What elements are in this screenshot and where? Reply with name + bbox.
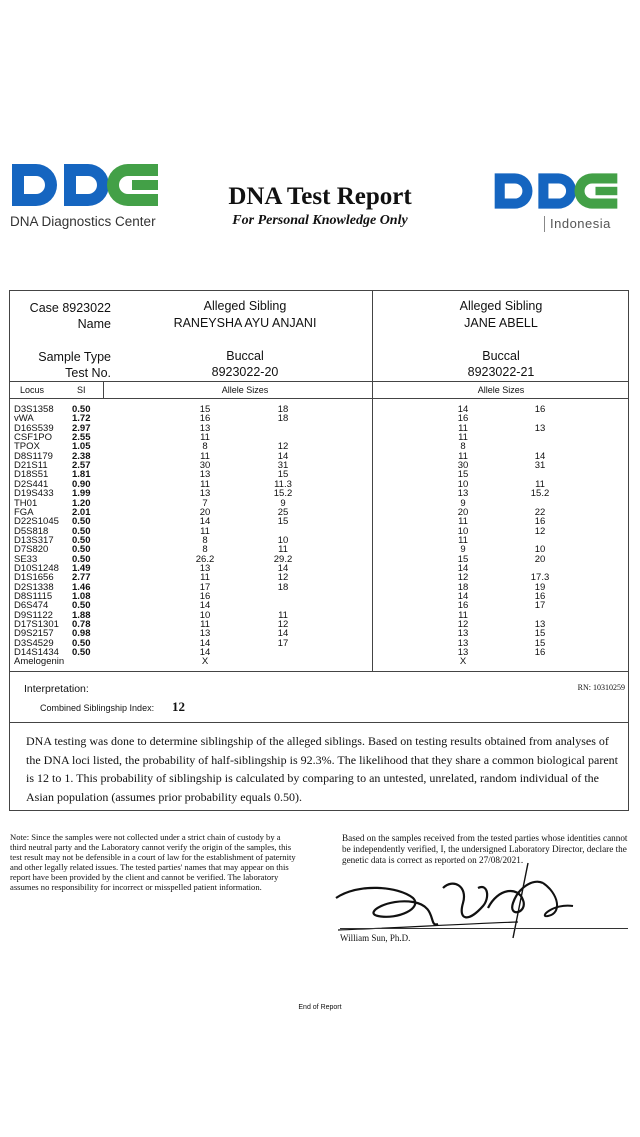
cell-locus: D19S433 xyxy=(14,488,54,500)
cell-locus: D1S1656 xyxy=(14,572,54,584)
cell-locus: D17S1301 xyxy=(14,619,59,631)
cell-b1: 11 xyxy=(458,516,468,528)
cell-locus: D14S1434 xyxy=(14,647,59,659)
cell-a2: 11 xyxy=(278,544,288,556)
cell-locus: D18S51 xyxy=(14,469,49,481)
cell-b1: 20 xyxy=(457,506,469,518)
cell-a1: 13 xyxy=(199,562,211,574)
custody-note: Note: Since the samples were not collected under a strict chain of custody by a third neutral party and the Laboratory cannot verify the origin of the samples, this test result may not be defensible in a court of law for the establishment of paternity and other legally related issues. The tested parties' names that may appear on this report have been provided by the client and cannot be verified. The laboratory assumes no responsibility for incorrect or misspelled patient information. xyxy=(10,832,296,892)
cell-locus: D22S1045 xyxy=(14,516,59,528)
cell-a1: 14 xyxy=(199,600,211,612)
cell-a1: 11 xyxy=(200,572,210,584)
cell-si: 0.50 xyxy=(72,600,91,612)
cell-a1: 14 xyxy=(199,647,211,659)
cell-a2: 15 xyxy=(277,516,289,528)
cell-locus: D5S818 xyxy=(14,525,49,537)
cell-a1: 7 xyxy=(202,497,208,509)
si-divider xyxy=(103,381,104,398)
cell-a2: 15 xyxy=(277,469,289,481)
col-allele-b: Allele Sizes xyxy=(477,385,525,395)
cell-a1: 8 xyxy=(202,544,208,556)
cell-a1: 11 xyxy=(200,525,210,537)
csi-value: 12 xyxy=(172,699,185,714)
cell-a2: 14 xyxy=(277,562,289,574)
cell-a1: 30 xyxy=(199,460,211,472)
cell-a2: 25 xyxy=(277,506,289,518)
cell-si: 2.55 xyxy=(72,432,91,444)
cell-b2: 16 xyxy=(534,516,546,528)
cell-locus: SE33 xyxy=(14,553,38,565)
cell-locus: D21S11 xyxy=(14,460,48,472)
cell-a1: X xyxy=(201,656,209,668)
cell-a1: 17 xyxy=(199,581,211,593)
cell-b1: 8 xyxy=(460,441,466,453)
ddc-logo-icon xyxy=(10,160,160,210)
cell-b2: 13 xyxy=(534,619,546,631)
cell-b1: 11 xyxy=(458,450,468,462)
cell-si: 0.90 xyxy=(72,478,91,490)
cell-b1: 15 xyxy=(457,469,469,481)
cell-b1: 11 xyxy=(458,432,468,444)
cell-si: 0.50 xyxy=(72,647,91,659)
cell-locus: D9S1122 xyxy=(14,609,53,621)
cell-a1: 15 xyxy=(199,404,211,415)
left-logo-caption: DNA Diagnostics Center xyxy=(10,214,156,229)
cell-a1: 11 xyxy=(200,450,210,462)
right-logo xyxy=(490,170,630,235)
col-si: SI xyxy=(77,385,86,395)
interp-divider xyxy=(9,722,629,723)
cell-b1: 14 xyxy=(457,404,469,415)
cell-locus: TH01 xyxy=(14,497,38,509)
cell-b1: 13 xyxy=(457,647,469,659)
case-label: Case 8923022 xyxy=(29,301,111,315)
cell-locus: D3S4529 xyxy=(14,637,54,649)
cell-si: 0.50 xyxy=(72,553,91,565)
cell-a2: 18 xyxy=(277,413,289,425)
cell-a1: 13 xyxy=(199,469,211,481)
cell-a1: 8 xyxy=(202,534,208,546)
cell-a2: 17 xyxy=(277,637,289,649)
cell-si: 1.81 xyxy=(72,469,91,481)
name-label: Name xyxy=(77,317,111,331)
cell-locus: D6S474 xyxy=(14,600,49,612)
left-logo xyxy=(10,160,165,232)
cell-locus: TPOX xyxy=(14,441,40,453)
party-a-sample-type: Buccal xyxy=(226,349,264,363)
party-a-test-no: 8923022-20 xyxy=(211,365,279,379)
cell-a1: 16 xyxy=(199,413,211,425)
header-divider xyxy=(9,381,629,382)
cell-si: 2.97 xyxy=(72,422,91,434)
cell-a2: 18 xyxy=(277,404,289,415)
cell-b1: 10 xyxy=(457,525,469,537)
cell-a2: 31 xyxy=(277,460,289,472)
cell-a1: 8 xyxy=(202,441,208,453)
cell-si: 0.50 xyxy=(72,534,91,546)
cell-a1: 13 xyxy=(199,422,211,434)
cell-locus: Amelogenin xyxy=(14,656,65,668)
cell-b1: 11 xyxy=(458,534,468,546)
cell-locus: CSF1PO xyxy=(14,432,53,444)
cell-b2: 20 xyxy=(534,553,546,565)
cell-b1: X xyxy=(459,656,467,668)
cell-si: 0.50 xyxy=(72,544,91,556)
cell-locus: D2S441 xyxy=(14,478,49,490)
cell-si: 2.01 xyxy=(72,506,91,518)
cell-b1: 11 xyxy=(458,422,468,434)
colhead-divider xyxy=(9,398,629,399)
sample-type-label: Sample Type xyxy=(38,350,111,364)
cell-si: 0.50 xyxy=(72,637,91,649)
party-b-name: JANE ABELL xyxy=(464,316,538,330)
col-locus: Locus xyxy=(20,385,45,395)
cell-locus: D2S1338 xyxy=(14,581,54,593)
cell-b1: 16 xyxy=(457,600,469,612)
cell-b1: 12 xyxy=(457,619,469,631)
cell-si: 2.38 xyxy=(72,450,91,462)
cell-locus: vWA xyxy=(14,413,34,425)
cell-a1: 11 xyxy=(200,478,210,490)
cell-b1: 30 xyxy=(457,460,469,472)
cell-b2: 15.2 xyxy=(530,488,550,500)
cell-b2: 16 xyxy=(534,591,546,602)
cell-b1: 14 xyxy=(457,591,469,602)
column-divider xyxy=(372,290,373,671)
cell-a1: 13 xyxy=(199,488,211,500)
cell-locus: D8S1179 xyxy=(14,450,53,462)
cell-si: 1.05 xyxy=(72,441,91,453)
cell-si: 1.20 xyxy=(72,497,91,509)
cell-a1: 10 xyxy=(199,609,211,621)
logo-divider xyxy=(544,216,545,232)
cell-a2: 9 xyxy=(280,497,286,509)
cell-b2: 31 xyxy=(534,460,546,472)
cell-b1: 9 xyxy=(460,497,466,509)
cell-b2: 11 xyxy=(535,478,545,490)
director-declaration: Based on the samples received from the tested parties whose identities cannot be independently verified, I, the undersigned Laboratory Director, declare the genetic data is correct as reported on 27/08/2021. xyxy=(342,833,628,865)
cell-b2: 12 xyxy=(534,525,546,537)
cell-si: 1.08 xyxy=(72,591,91,602)
cell-a1: 13 xyxy=(199,628,211,640)
cell-si: 1.72 xyxy=(72,413,91,425)
cell-b1: 13 xyxy=(457,628,469,640)
cell-b1: 11 xyxy=(458,609,468,621)
rn-number: RN: 10310259 xyxy=(577,683,625,692)
cell-locus: D10S1248 xyxy=(14,562,59,574)
party-b-role: Alleged Sibling xyxy=(459,299,543,313)
cell-b1: 9 xyxy=(460,544,466,556)
cell-a2: 11.3 xyxy=(274,478,292,490)
cell-b2: 15 xyxy=(534,628,546,640)
cell-a1: 20 xyxy=(199,506,211,518)
cell-si: 0.78 xyxy=(72,619,91,631)
col-allele-a: Allele Sizes xyxy=(221,385,269,395)
cell-b2: 10 xyxy=(534,544,546,556)
test-no-label: Test No. xyxy=(65,366,111,380)
cell-si: 0.50 xyxy=(72,525,91,537)
cell-locus: D7S820 xyxy=(14,544,49,556)
cell-a1: 11 xyxy=(200,619,210,631)
cell-a1: 14 xyxy=(199,516,211,528)
party-a-role: Alleged Sibling xyxy=(203,299,287,313)
cell-si: 1.88 xyxy=(72,609,91,621)
cell-si: 0.50 xyxy=(72,516,91,528)
cell-a1: 16 xyxy=(199,591,211,602)
cell-si: 1.46 xyxy=(72,581,91,593)
cell-a2: 15.2 xyxy=(273,488,293,500)
cell-a1: 14 xyxy=(199,637,211,649)
cell-b2: 17 xyxy=(534,600,546,612)
cell-b2: 17.3 xyxy=(530,572,550,584)
cell-a2: 14 xyxy=(277,450,289,462)
cell-locus: D9S2157 xyxy=(14,628,54,640)
cell-b1: 14 xyxy=(457,562,469,574)
cell-b1: 13 xyxy=(457,488,469,500)
party-b-test-no: 8923022-21 xyxy=(467,365,535,379)
cell-si: 1.49 xyxy=(72,562,91,574)
cell-a2: 11 xyxy=(278,609,288,621)
cell-a1: 26.2 xyxy=(195,553,215,565)
cell-a2: 10 xyxy=(277,534,289,546)
signer-name: William Sun, Ph.D. xyxy=(340,933,411,943)
cell-si: 1.99 xyxy=(72,488,91,500)
cell-a2: 14 xyxy=(277,628,289,640)
cell-b2: 22 xyxy=(534,506,546,518)
interpretation-label: Interpretation: xyxy=(24,683,89,695)
cell-locus: D13S317 xyxy=(14,534,54,546)
cell-si: 2.57 xyxy=(72,460,91,472)
cell-si: 2.77 xyxy=(72,572,91,584)
cell-b1: 16 xyxy=(457,413,469,425)
cell-a2: 12 xyxy=(277,441,289,453)
cell-a2: 12 xyxy=(277,619,289,631)
cell-b2: 14 xyxy=(534,450,546,462)
cell-a1: 11 xyxy=(200,432,210,444)
cell-a2: 12 xyxy=(277,572,289,584)
cell-si: 0.98 xyxy=(72,628,91,640)
report-subtitle: For Personal Knowledge Only xyxy=(232,213,408,228)
signature-line xyxy=(340,928,628,929)
cell-locus: D16S539 xyxy=(14,422,54,434)
cell-locus: FGA xyxy=(14,506,34,518)
cell-a2: 29.2 xyxy=(273,553,293,565)
cell-b2: 13 xyxy=(534,422,546,434)
cell-si: 0.50 xyxy=(72,404,91,415)
cell-b1: 18 xyxy=(457,581,469,593)
party-b-sample-type: Buccal xyxy=(482,349,520,363)
cell-b1: 10 xyxy=(457,478,469,490)
cell-a2: 18 xyxy=(277,581,289,593)
cell-b1: 12 xyxy=(457,572,469,584)
cell-b2: 15 xyxy=(534,637,546,649)
report-title: DNA Test Report xyxy=(228,183,412,210)
cell-b2: 16 xyxy=(534,404,546,415)
signature-icon xyxy=(318,858,618,943)
cell-b1: 13 xyxy=(457,637,469,649)
csi-label: Combined Siblingship Index: xyxy=(40,703,155,713)
cell-b2: 19 xyxy=(534,581,546,593)
right-logo-caption: Indonesia xyxy=(550,216,611,231)
party-a-name: RANEYSHA AYU ANJANI xyxy=(173,316,317,330)
cell-b1: 15 xyxy=(457,553,469,565)
cell-locus: D8S1115 xyxy=(14,591,53,602)
interpretation-paragraph: DNA testing was done to determine siblingship of the alleged siblings. Based on testing results obtained from analyses of the DNA loci listed, the probability of half-siblingship is 92.3%. The likelihood that they share a common biological parent is 12 to 1. This probability of siblingship is calculated by comparing to an untested, unrelated, random individual of the Asian population (assumes prior probability equals 0.50). xyxy=(26,734,618,804)
table-bottom-divider xyxy=(9,671,629,672)
ddc-logo-icon xyxy=(490,170,622,212)
cell-b2: 16 xyxy=(534,647,546,659)
cell-locus: D3S1358 xyxy=(14,404,54,415)
end-of-report: End of Report xyxy=(298,1004,342,1011)
